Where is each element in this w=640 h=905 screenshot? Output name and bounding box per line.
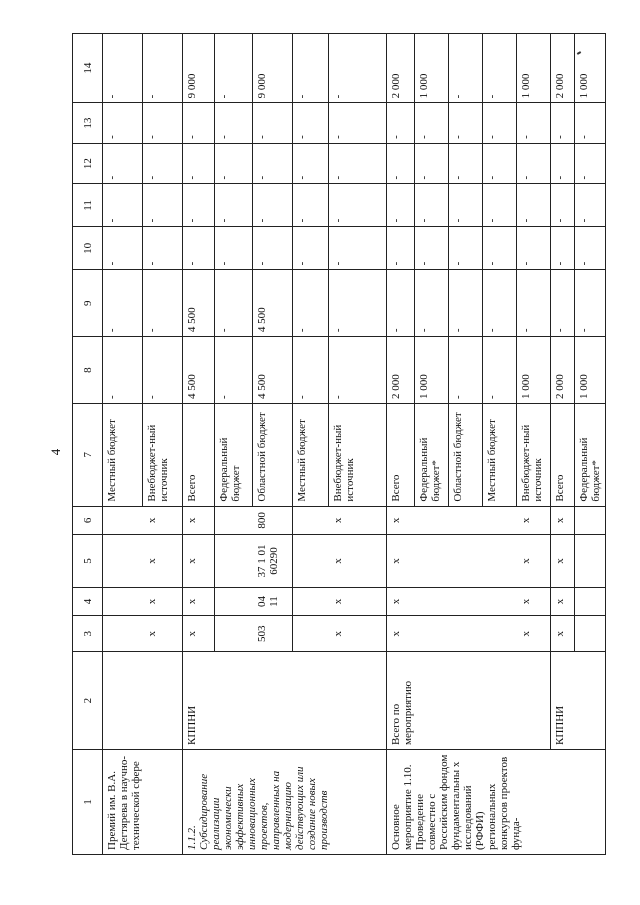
value-cell: - [143, 184, 183, 227]
value-cell: 4 500 [183, 337, 215, 404]
header-cell: 6 [73, 506, 103, 535]
header-cell: 2 [73, 652, 103, 750]
grbs-cell [103, 616, 143, 652]
value-cell: - [387, 270, 415, 337]
value-cell: 4 500 [183, 270, 215, 337]
value-cell: - [449, 143, 483, 184]
budget-table [72, 33, 606, 855]
vr-cell: x [183, 506, 215, 535]
value-cell: - [387, 227, 415, 270]
rzpr-cell [483, 587, 517, 616]
grbs-cell: x [143, 616, 183, 652]
value-cell: - [551, 103, 575, 144]
value-cell: - [253, 103, 293, 144]
value-cell: - [143, 270, 183, 337]
value-cell: - [183, 227, 215, 270]
value-cell: - [415, 143, 449, 184]
vr-cell: x [517, 506, 551, 535]
header-cell: 14 [73, 34, 103, 103]
source-cell: Федеральный бюджет* [415, 403, 449, 506]
value-cell: - [483, 184, 517, 227]
grbs-cell [293, 616, 329, 652]
csr-cell [483, 535, 517, 588]
executor-cell [103, 652, 183, 750]
vr-cell [575, 506, 606, 535]
csr-cell [103, 535, 143, 588]
csr-cell: x [387, 535, 415, 588]
value-cell: - [103, 184, 143, 227]
header-cell: 9 [73, 270, 103, 337]
value-cell: - [551, 143, 575, 184]
rzpr-cell: x [517, 587, 551, 616]
value-cell: - [551, 227, 575, 270]
value-cell: - [253, 227, 293, 270]
value-cell: - [143, 103, 183, 144]
value-cell: - [517, 103, 551, 144]
value-cell: - [253, 184, 293, 227]
value-cell: 1 000 [575, 34, 606, 103]
value-cell: - [483, 34, 517, 103]
value-cell: - [449, 270, 483, 337]
vr-cell: 800 [253, 506, 293, 535]
table-row [183, 34, 215, 855]
event-code: 1.1.2. Субсидирование реализации экономически эффективных инновационных проектов, направленных на модернизацию действующих или создание новых производств [186, 766, 330, 850]
value-cell: - [575, 227, 606, 270]
vr-cell: x [551, 506, 575, 535]
source-cell: Областной бюджет [449, 403, 483, 506]
csr-cell: x [551, 535, 575, 588]
value-cell: - [517, 143, 551, 184]
value-cell: - [387, 103, 415, 144]
rzpr-cell [103, 587, 143, 616]
value-cell: - [143, 337, 183, 404]
value-cell: 1 000 [415, 34, 449, 103]
value-cell: 2 000 [551, 337, 575, 404]
csr-cell: x [517, 535, 551, 588]
value-cell: - [551, 184, 575, 227]
rotated-table-wrapper [72, 33, 600, 855]
rzpr-cell: x [551, 587, 575, 616]
source-cell: Всего [551, 403, 575, 506]
header-cell: 4 [73, 587, 103, 616]
value-cell: - [293, 34, 329, 103]
header-cell: 7 [73, 403, 103, 506]
value-cell: 1 000 [517, 337, 551, 404]
value-cell: - [517, 270, 551, 337]
value-cell: - [575, 184, 606, 227]
value-cell: - [449, 184, 483, 227]
csr-cell: 37 1 01 60290 [253, 535, 293, 588]
value-cell: - [329, 184, 387, 227]
source-cell: Областной бюджет [253, 403, 293, 506]
value-cell: 1 000 [517, 34, 551, 103]
value-cell: - [329, 34, 387, 103]
grbs-cell [483, 616, 517, 652]
value-cell: - [329, 143, 387, 184]
executor-cell: КППНИ [551, 652, 606, 750]
table-row [551, 34, 575, 855]
rzpr-cell [415, 587, 449, 616]
value-cell: - [293, 184, 329, 227]
event-name: Основное мероприятие 1.10. Проведение совместно с Российским фондом фундаментальны х исследований (РФФИ) региональных конкурсов проектов фунда- [390, 754, 522, 850]
value-cell: - [215, 184, 253, 227]
value-cell: - [253, 143, 293, 184]
grbs-cell: x [183, 616, 215, 652]
rzpr-cell [215, 587, 253, 616]
csr-cell [293, 535, 329, 588]
value-cell: - [517, 227, 551, 270]
value-cell: - [415, 270, 449, 337]
value-cell: - [387, 143, 415, 184]
value-cell: - [293, 337, 329, 404]
value-cell: - [293, 270, 329, 337]
vr-cell: x [143, 506, 183, 535]
vr-cell [293, 506, 329, 535]
value-cell: - [329, 103, 387, 144]
vr-cell [483, 506, 517, 535]
header-cell: 3 [73, 616, 103, 652]
source-cell: Всего [387, 403, 415, 506]
header-cell: 8 [73, 337, 103, 404]
value-cell: - [329, 227, 387, 270]
value-cell: - [215, 143, 253, 184]
source-cell: Всего [183, 403, 215, 506]
value-cell: - [575, 270, 606, 337]
value-cell: - [215, 34, 253, 103]
header-cell: 10 [73, 227, 103, 270]
value-cell: - [103, 227, 143, 270]
value-cell: - [483, 227, 517, 270]
value-cell: 1 000 [575, 337, 606, 404]
value-cell: 1 000 [415, 337, 449, 404]
value-cell: - [415, 103, 449, 144]
csr-cell: x [329, 535, 387, 588]
csr-cell [575, 535, 606, 588]
vr-cell [215, 506, 253, 535]
source-cell: Федеральный бюджет* [575, 403, 606, 506]
source-cell: Внебюджет-ный источник [329, 403, 387, 506]
value-cell: - [575, 143, 606, 184]
value-cell: 2 000 [387, 337, 415, 404]
value-cell: - [483, 270, 517, 337]
source-cell: Федеральный бюджет [215, 403, 253, 506]
value-cell: 2 000 [551, 34, 575, 103]
value-cell: - [293, 227, 329, 270]
source-cell: Местный бюджет [103, 403, 143, 506]
rzpr-cell: x [387, 587, 415, 616]
grbs-cell: x [387, 616, 415, 652]
table-row [103, 34, 143, 855]
value-cell: - [415, 227, 449, 270]
value-cell: - [415, 184, 449, 227]
grbs-cell: 503 [253, 616, 293, 652]
rzpr-cell [575, 587, 606, 616]
event-name-cell [183, 750, 387, 855]
source-cell: Внебюджет-ный источник [517, 403, 551, 506]
value-cell: 4 500 [253, 337, 293, 404]
value-cell: - [517, 184, 551, 227]
header-cell: 1 [73, 750, 103, 855]
header-cell: 13 [73, 103, 103, 144]
value-cell: - [103, 337, 143, 404]
value-cell: 9 000 [253, 34, 293, 103]
vr-cell [103, 506, 143, 535]
value-cell: - [143, 227, 183, 270]
grbs-cell [415, 616, 449, 652]
value-cell: - [103, 103, 143, 144]
event-name-cell: Премий им. В.А. Дегтярева в научно-технической сфере [103, 750, 183, 855]
rzpr-cell [293, 587, 329, 616]
vr-cell [415, 506, 449, 535]
grbs-cell: x [517, 616, 551, 652]
source-cell: Местный бюджет [483, 403, 517, 506]
value-cell: - [183, 103, 215, 144]
value-cell: - [483, 103, 517, 144]
value-cell: - [575, 103, 606, 144]
value-cell: - [551, 270, 575, 337]
rzpr-cell: x [183, 587, 215, 616]
grbs-cell [575, 616, 606, 652]
value-cell: - [293, 143, 329, 184]
csr-cell: x [143, 535, 183, 588]
rzpr-cell [449, 587, 483, 616]
vr-cell: x [387, 506, 415, 535]
header-cell: 5 [73, 535, 103, 588]
value-cell: - [183, 184, 215, 227]
value-cell: - [183, 143, 215, 184]
csr-cell: x [183, 535, 215, 588]
page-number: 4 [48, 448, 63, 456]
value-cell: - [143, 143, 183, 184]
value-cell: - [103, 34, 143, 103]
value-cell: - [215, 337, 253, 404]
grbs-cell: x [329, 616, 387, 652]
value-cell: - [215, 227, 253, 270]
rzpr-cell: 04 11 [253, 587, 293, 616]
source-cell: Местный бюджет [293, 403, 329, 506]
value-cell: - [103, 270, 143, 337]
vr-cell: x [329, 506, 387, 535]
header-cell: 11 [73, 184, 103, 227]
table-row [387, 34, 415, 855]
executor-cell: Всего по мероприятию [387, 652, 551, 750]
value-cell: - [329, 337, 387, 404]
csr-cell [415, 535, 449, 588]
grbs-cell: x [551, 616, 575, 652]
value-cell: - [143, 34, 183, 103]
value-cell: - [483, 337, 517, 404]
value-cell: - [293, 103, 329, 144]
value-cell: - [387, 184, 415, 227]
rzpr-cell: x [329, 587, 387, 616]
value-cell: - [449, 34, 483, 103]
value-cell: 9 000 [183, 34, 215, 103]
value-cell: 2 000 [387, 34, 415, 103]
grbs-cell [449, 616, 483, 652]
value-cell: - [329, 270, 387, 337]
csr-cell [215, 535, 253, 588]
header-cell: 12 [73, 143, 103, 184]
event-name-cell [387, 750, 606, 855]
header-row [73, 34, 103, 855]
value-cell: - [449, 337, 483, 404]
value-cell: - [215, 103, 253, 144]
value-cell: - [103, 143, 143, 184]
value-cell: - [449, 227, 483, 270]
rzpr-cell: x [143, 587, 183, 616]
source-cell: Внебюджет-ный источник [143, 403, 183, 506]
value-cell: - [449, 103, 483, 144]
executor-cell: КППНИ [183, 652, 387, 750]
value-cell: 4 500 [253, 270, 293, 337]
value-cell: - [215, 270, 253, 337]
csr-cell [449, 535, 483, 588]
value-cell: - [483, 143, 517, 184]
grbs-cell [215, 616, 253, 652]
vr-cell [449, 506, 483, 535]
